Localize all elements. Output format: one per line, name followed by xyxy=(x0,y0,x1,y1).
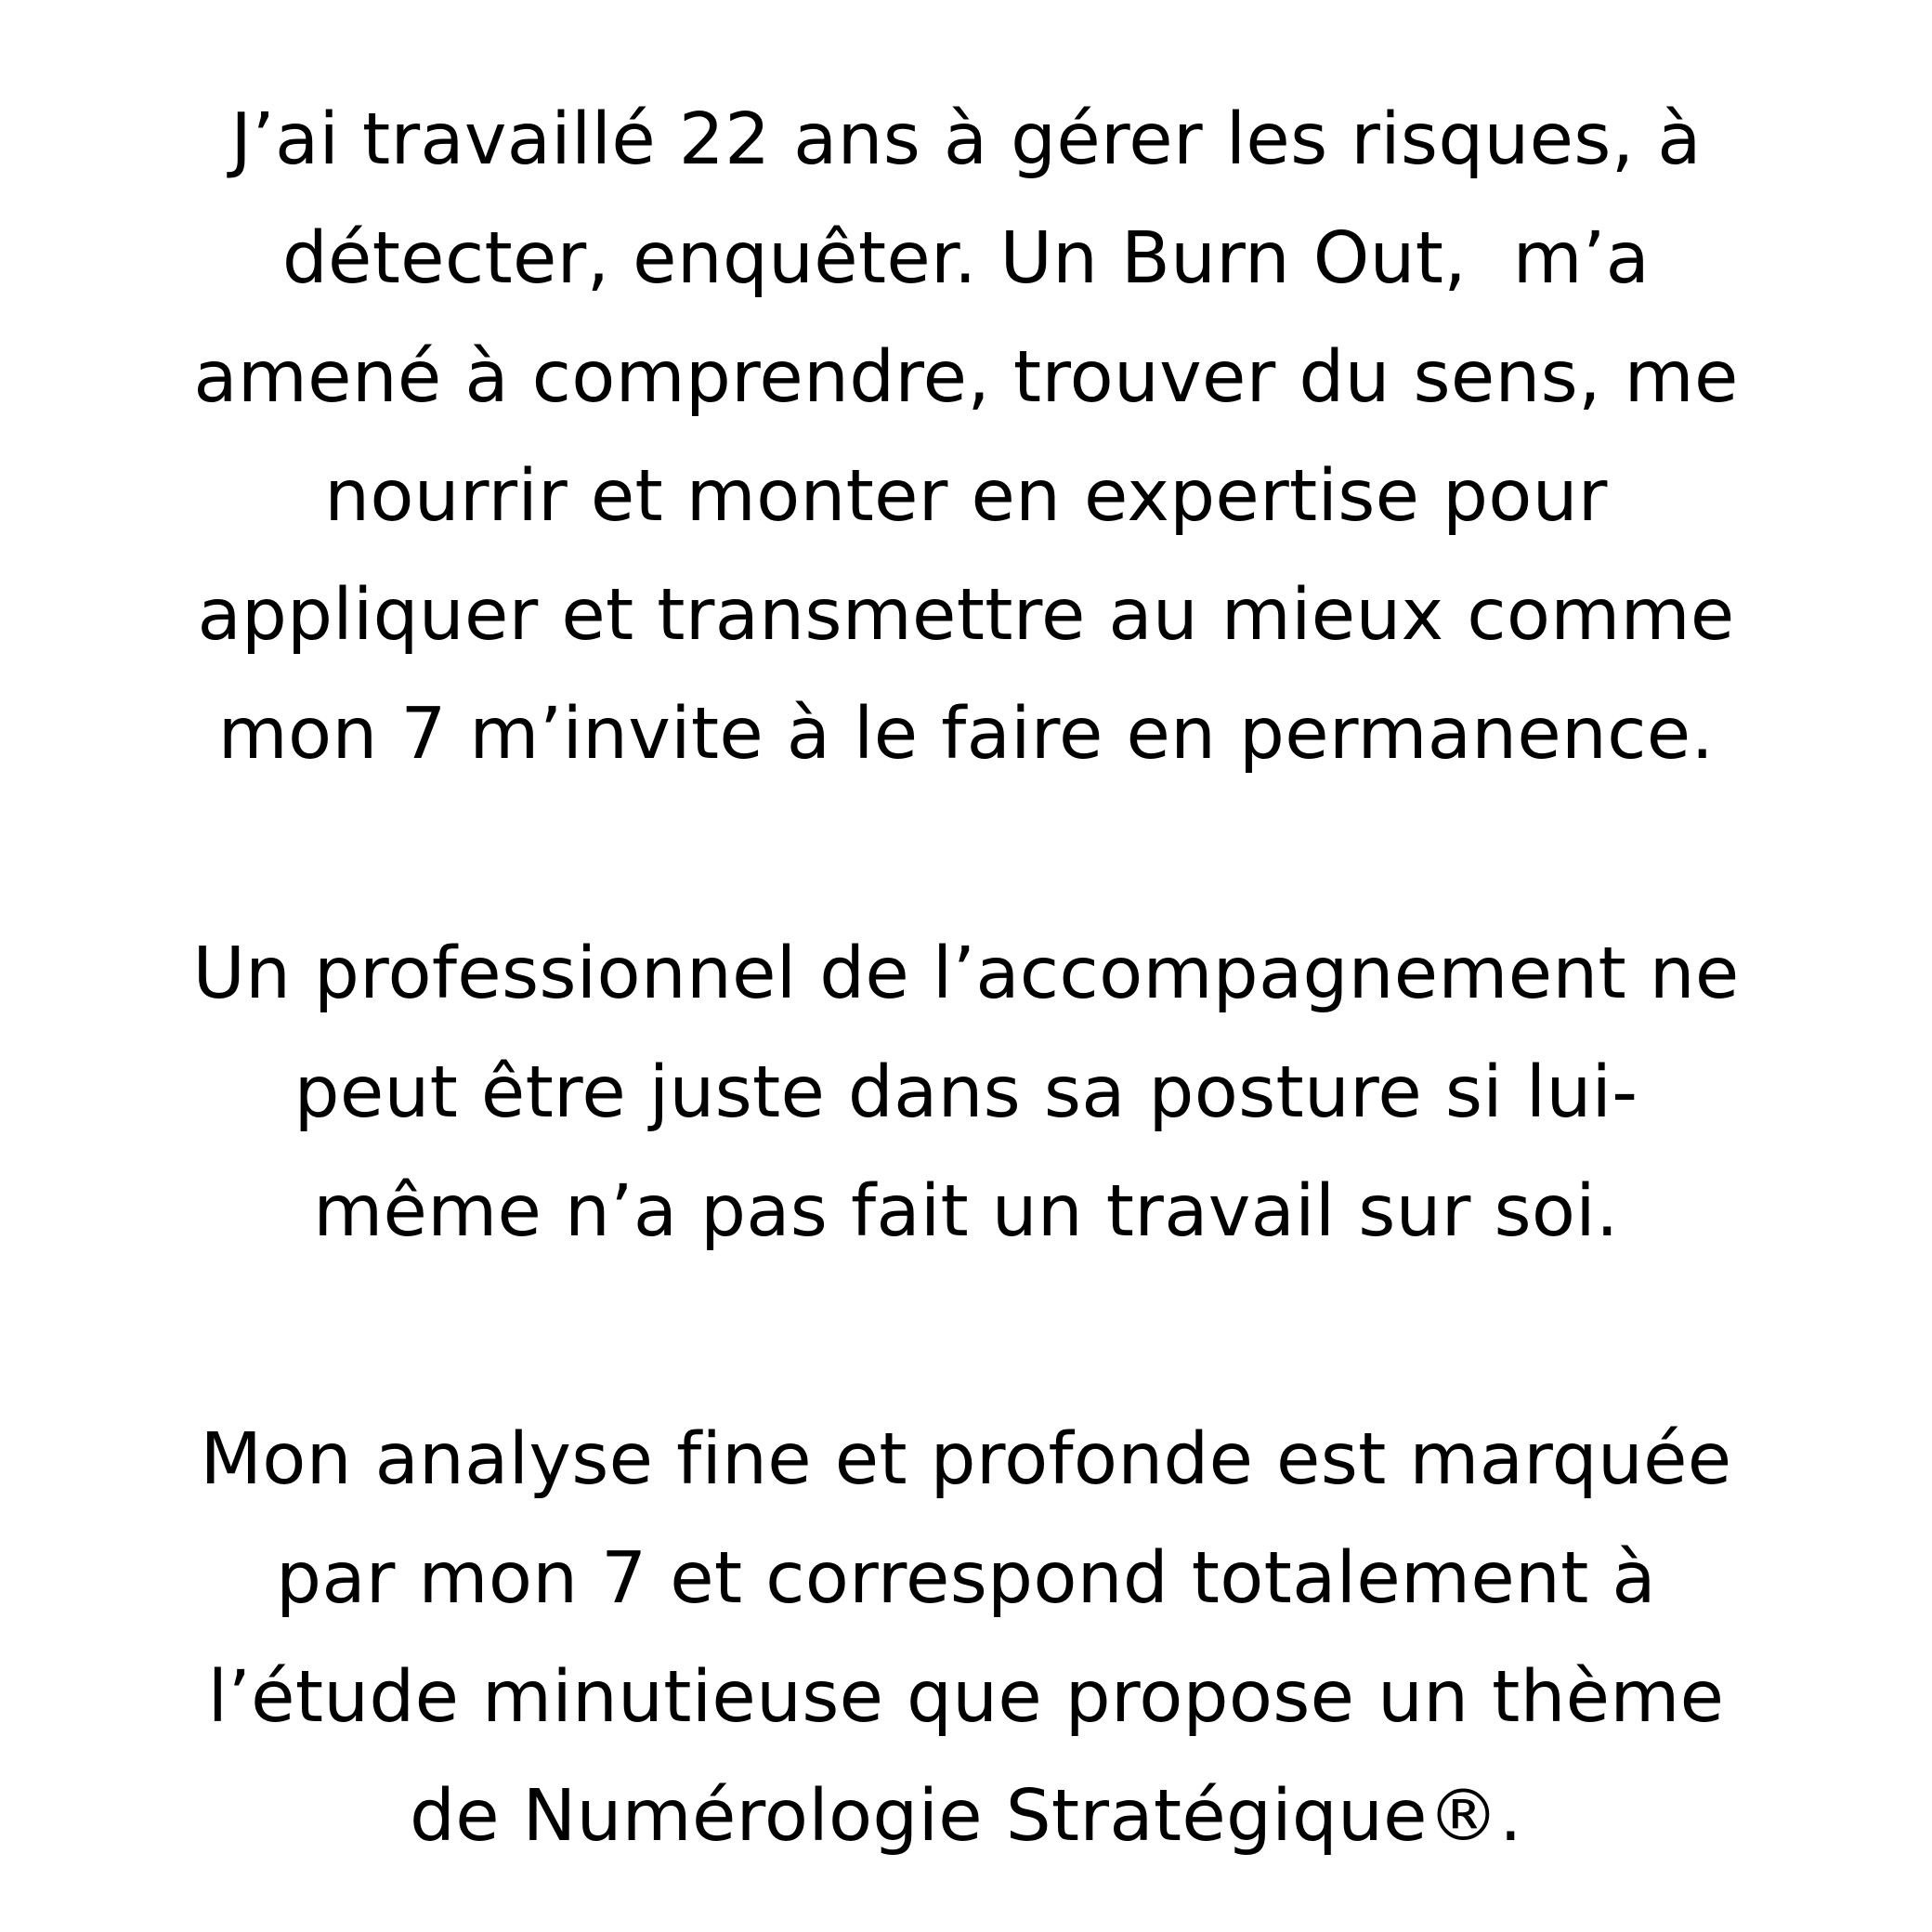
paragraph-career xyxy=(0,81,1932,794)
paragraph-professional xyxy=(0,915,1932,1272)
paragraph-line: nourrir et monter en expertise pour xyxy=(324,455,1608,538)
paragraph-analysis xyxy=(0,1401,1932,1876)
paragraph-line: Mon analyse fine et profonde est marquée xyxy=(200,1418,1732,1501)
paragraph-line: mon 7 m’invite à le faire en permanence. xyxy=(217,693,1715,776)
paragraph-line: par mon 7 et correspond totalement à xyxy=(276,1537,1656,1620)
paragraph-line: J’ai travaillé 22 ans à gérer les risques, à xyxy=(230,98,1702,181)
paragraph-line: peut être juste dans sa posture si lui- xyxy=(294,1051,1638,1134)
paragraph-line: même n’a pas fait un travail sur soi. xyxy=(313,1170,1619,1253)
paragraph-line: Un professionnel de l’accompagnement ne xyxy=(192,933,1740,1015)
paragraph-line: détecter, enquêter. Un Burn Out, m’a xyxy=(281,217,1651,300)
paragraph-line: l’étude minutieuse que propose un thème xyxy=(207,1656,1725,1739)
paragraph-line: de Numérologie Stratégique®. xyxy=(410,1775,1522,1858)
paragraph-line: amené à comprendre, trouver du sens, me xyxy=(193,336,1739,419)
paragraph-line: appliquer et transmettre au mieux comme xyxy=(197,574,1735,657)
